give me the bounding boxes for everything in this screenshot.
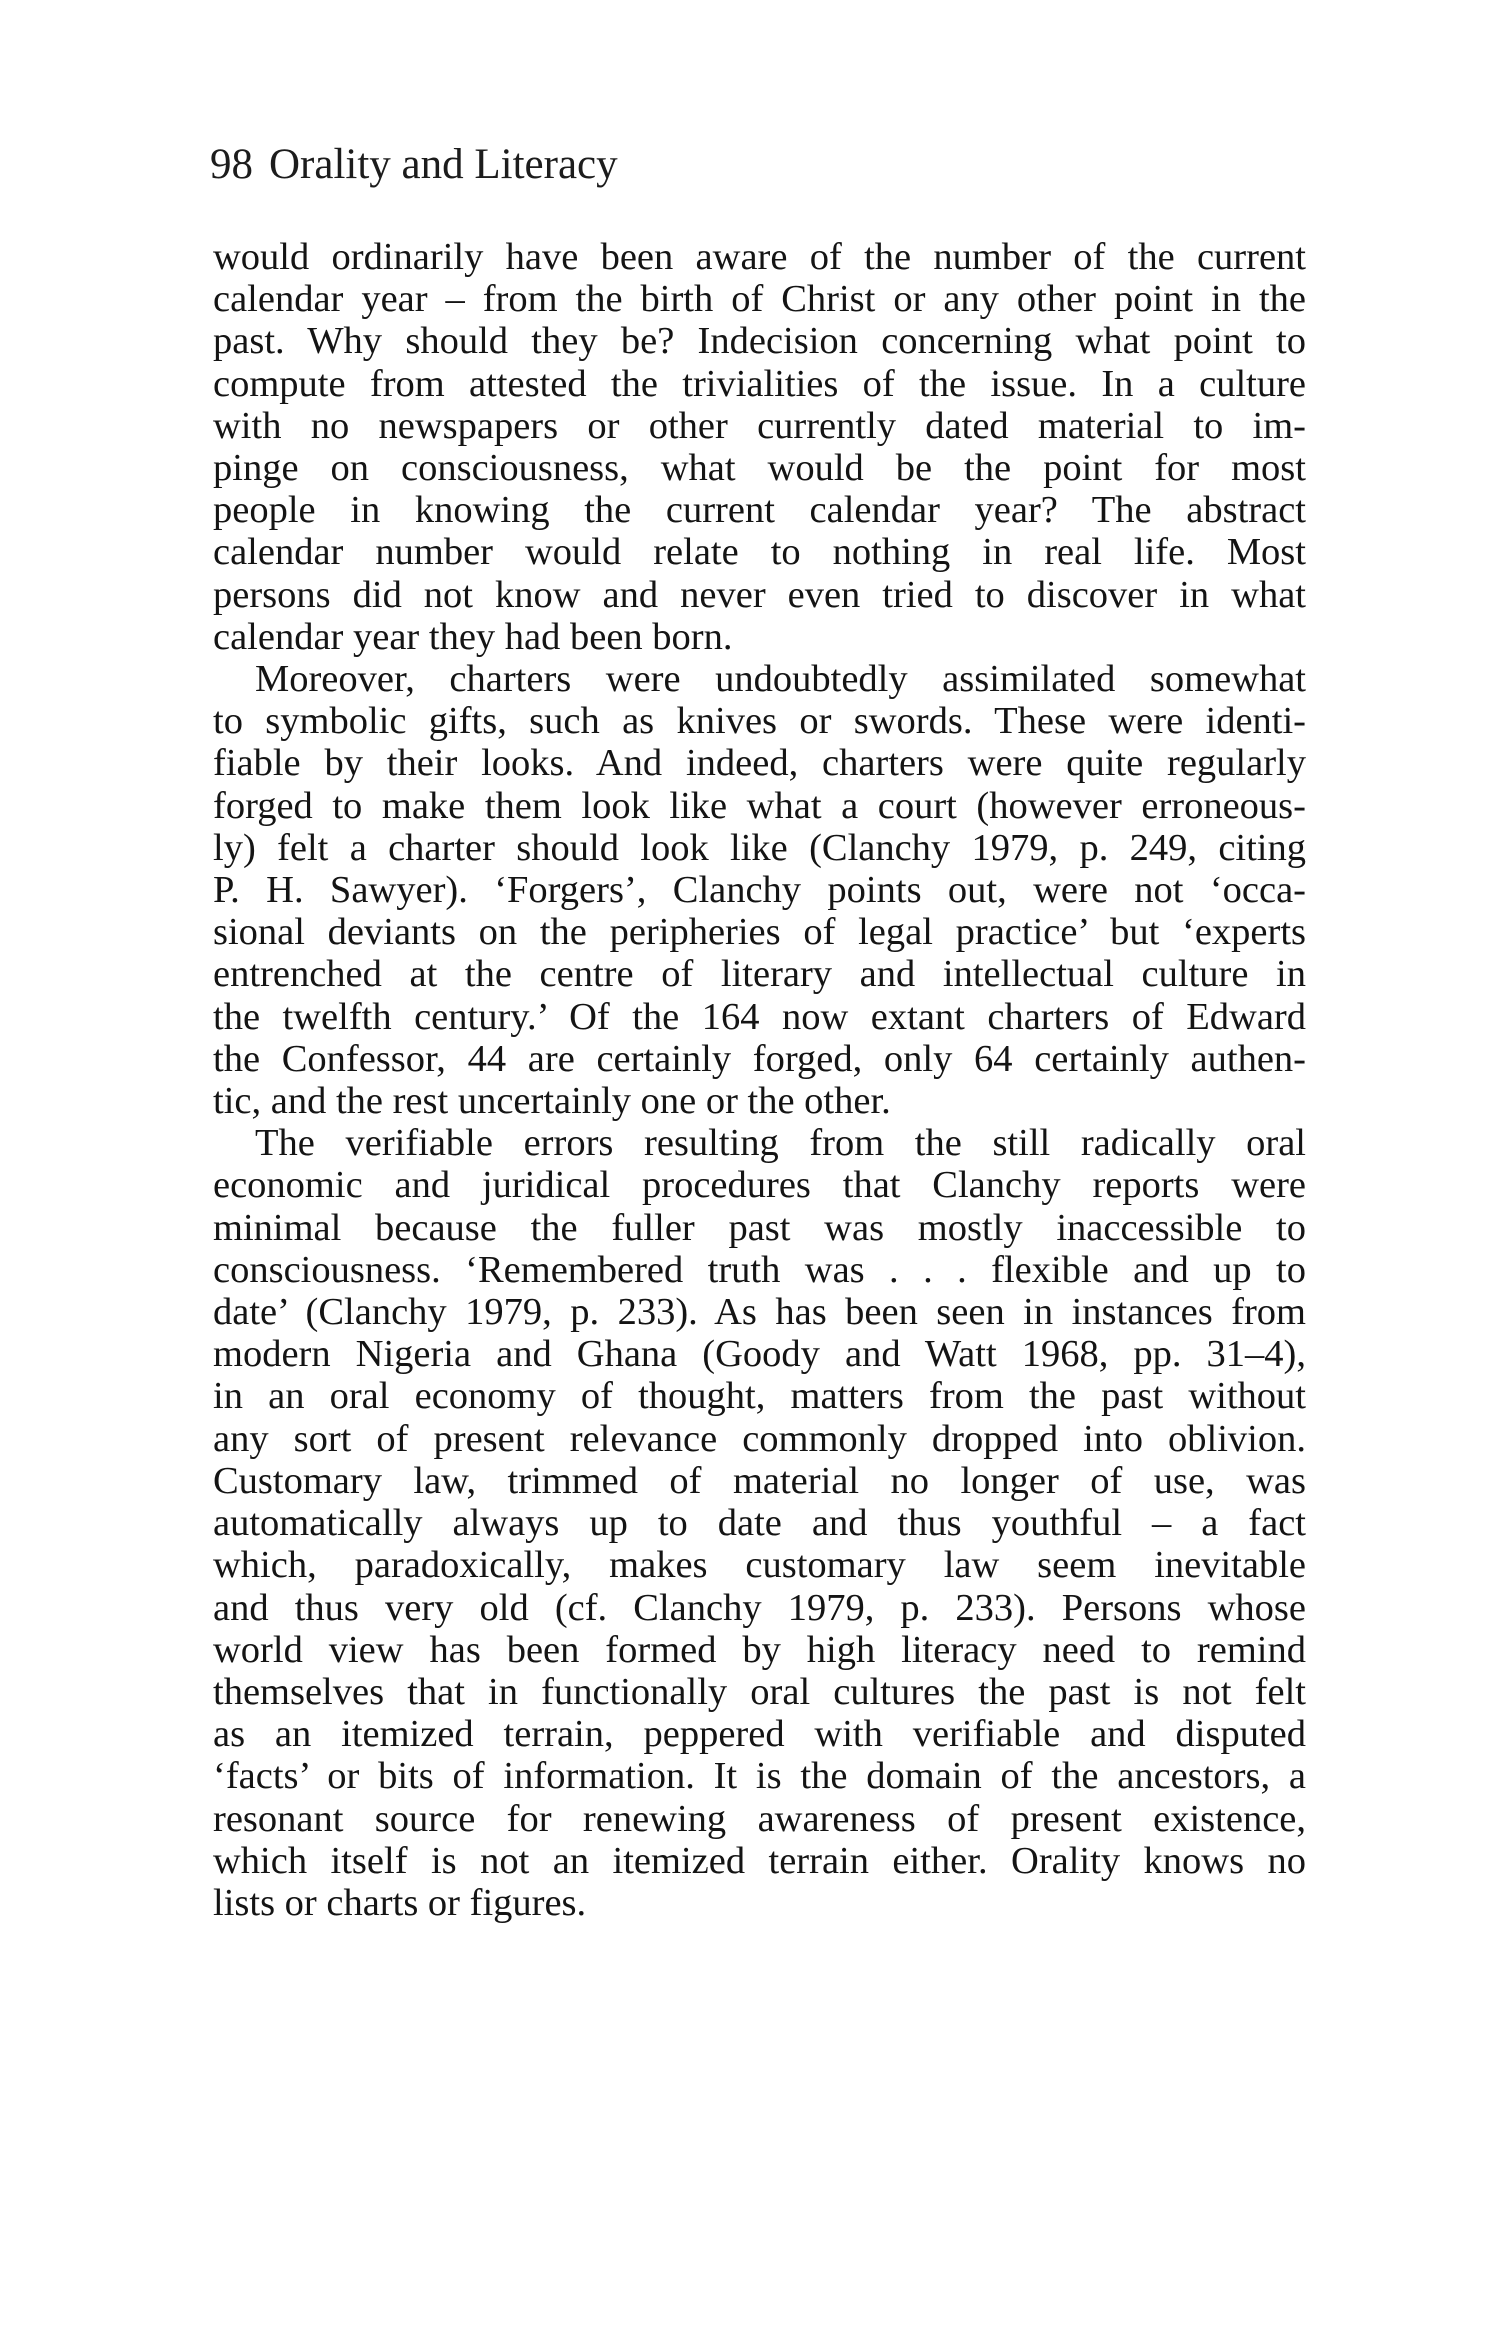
text-line: calendar number would relate to nothing in real life. Most: [213, 531, 1306, 574]
text-line: resonant source for renewing awareness of present existence,: [213, 1797, 1306, 1840]
text-line: sional deviants on the peripheries of legal practice’ but ‘experts: [213, 911, 1306, 954]
text-line: in an oral economy of thought, matters from the past without: [213, 1375, 1306, 1418]
page-number: 98: [210, 141, 253, 188]
text-line: and thus very old (cf. Clanchy 1979, p. 233). Persons whose: [213, 1586, 1306, 1629]
text-line: modern Nigeria and Ghana (Goody and Watt 1968, pp. 31–4),: [213, 1333, 1306, 1376]
text-line: would ordinarily have been aware of the number of the current: [213, 236, 1306, 278]
text-line: any sort of present relevance commonly dropped into oblivion.: [213, 1417, 1306, 1460]
text-line: pinge on consciousness, what would be the point for most: [213, 447, 1306, 490]
text-line: forged to make them look like what a court (however erroneous-: [213, 784, 1306, 827]
text-line: P. H. Sawyer). ‘Forgers’, Clanchy points out, were not ‘occa-: [213, 869, 1306, 912]
text-line: with no newspapers or other currently dated material to im-: [213, 404, 1306, 447]
body-text: [213, 236, 1306, 1924]
text-line: the twelfth century.’ Of the 164 now extant charters of Edward: [213, 995, 1306, 1038]
text-line: which, paradoxically, makes customary law seem inevitable: [213, 1544, 1306, 1587]
text-line: Customary law, trimmed of material no longer of use, was: [213, 1459, 1306, 1502]
paragraph-first-line: Moreover, charters were undoubtedly assimilated somewhat: [255, 658, 1306, 701]
text-line: tic, and the rest uncertainly one or the other.: [213, 1080, 891, 1123]
running-head-title: Orality and Literacy: [269, 141, 618, 188]
text-line: people in knowing the current calendar year? The abstract: [213, 489, 1306, 532]
text-line: calendar year – from the birth of Christ or any other point in the: [213, 278, 1306, 321]
text-line: date’ (Clanchy 1979, p. 233). As has been seen in instances from: [213, 1291, 1306, 1334]
text-line: economic and juridical procedures that Clanchy reports were: [213, 1164, 1306, 1207]
text-line: to symbolic gifts, such as knives or swords. These were identi-: [213, 700, 1306, 743]
text-line: world view has been formed by high literacy need to remind: [213, 1628, 1306, 1671]
text-line: calendar year they had been born.: [213, 615, 733, 658]
text-line: which itself is not an itemized terrain either. Orality knows no: [213, 1839, 1306, 1882]
text-line: persons did not know and never even tried to discover in what: [213, 573, 1306, 616]
text-line: as an itemized terrain, peppered with verifiable and disputed: [213, 1713, 1306, 1756]
text-line: fiable by their looks. And indeed, charters were quite regularly: [213, 742, 1306, 785]
paragraph-first-line: The verifiable errors resulting from the still radically oral: [255, 1122, 1306, 1165]
running-head: [210, 140, 618, 190]
text-line: consciousness. ‘Remembered truth was . . . flexible and up to: [213, 1248, 1306, 1291]
text-line: compute from attested the trivialities of the issue. In a culture: [213, 362, 1306, 405]
text-line: minimal because the fuller past was mostly inaccessible to: [213, 1206, 1306, 1249]
text-line: themselves that in functionally oral cultures the past is not felt: [213, 1670, 1306, 1713]
text-line: automatically always up to date and thus youthful – a fact: [213, 1502, 1306, 1545]
text-line: the Confessor, 44 are certainly forged, only 64 certainly authen-: [213, 1037, 1306, 1080]
text-line: ‘facts’ or bits of information. It is the domain of the ancestors, a: [213, 1755, 1306, 1798]
text-line: past. Why should they be? Indecision concerning what point to: [213, 320, 1306, 363]
text-line: ly) felt a charter should look like (Clanchy 1979, p. 249, citing: [213, 826, 1306, 869]
text-line: entrenched at the centre of literary and intellectual culture in: [213, 953, 1306, 996]
text-line: lists or charts or figures.: [213, 1881, 587, 1924]
